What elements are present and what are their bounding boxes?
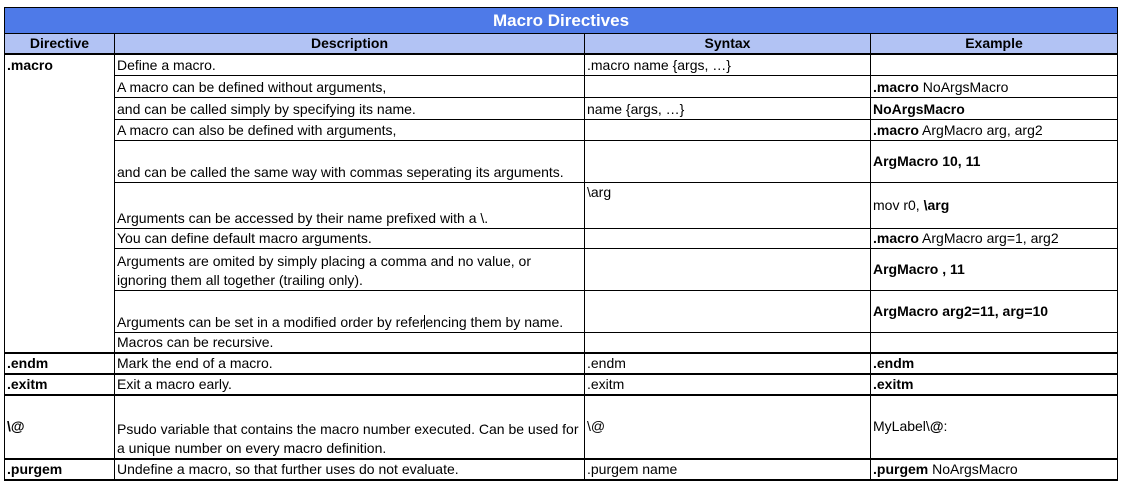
directive-cell bbox=[5, 332, 115, 353]
table-row bbox=[5, 228, 1118, 248]
syntax-cell: \@ bbox=[585, 395, 871, 459]
header-syntax: Syntax bbox=[585, 34, 871, 55]
directive-cell bbox=[5, 119, 115, 140]
description-cell: A macro can also be defined with arguments, bbox=[115, 119, 585, 140]
syntax-cell: .purgem name bbox=[585, 459, 871, 480]
syntax-cell: .macro name {args, …} bbox=[585, 54, 871, 75]
syntax-cell bbox=[585, 75, 871, 97]
example-cell bbox=[871, 228, 1118, 248]
macro-directives-table bbox=[4, 7, 1118, 481]
directive-cell bbox=[5, 228, 115, 248]
description-cell: Psudo variable that contains the macro number executed. Can be used for a unique number on every macro definition. bbox=[115, 395, 585, 459]
syntax-cell: \arg bbox=[585, 182, 871, 228]
description-part-b: encing them by name. bbox=[425, 313, 564, 330]
macro-directives-table-wrapper bbox=[4, 7, 1117, 481]
example-cell bbox=[871, 459, 1118, 480]
example-cell bbox=[871, 332, 1118, 353]
table-row bbox=[5, 119, 1118, 140]
example-keyword: .exitm bbox=[873, 375, 914, 392]
example-text: NoArgsMacro bbox=[918, 78, 1009, 95]
description-cell: Define a macro. bbox=[115, 54, 585, 75]
description-part-a: Arguments can be set in a modified order by refer bbox=[117, 313, 425, 330]
table-row bbox=[5, 374, 1118, 395]
table-row bbox=[5, 353, 1118, 374]
syntax-cell bbox=[585, 140, 871, 182]
description-cell: Mark the end of a macro. bbox=[115, 353, 585, 374]
directive-cell: .endm bbox=[5, 353, 115, 374]
syntax-cell bbox=[585, 248, 871, 290]
directive-cell: .macro bbox=[5, 54, 115, 75]
table-row bbox=[5, 54, 1118, 75]
directive-cell bbox=[5, 290, 115, 332]
description-cell: and can be called simply by specifying its name. bbox=[115, 97, 585, 119]
description-cell bbox=[115, 290, 585, 332]
table-row bbox=[5, 395, 1118, 459]
directive-cell: \@ bbox=[5, 395, 115, 459]
table-row bbox=[5, 182, 1118, 228]
example-keyword: ArgMacro , 11 bbox=[873, 260, 965, 277]
example-cell bbox=[871, 248, 1118, 290]
example-cell bbox=[871, 353, 1118, 374]
description-cell: Undefine a macro, so that further uses do not evaluate. bbox=[115, 459, 585, 480]
example-cell bbox=[871, 97, 1118, 119]
table-row bbox=[5, 459, 1118, 480]
example-text: ArgMacro arg, arg2 bbox=[918, 121, 1043, 138]
example-text: : bbox=[943, 418, 948, 434]
example-cell bbox=[871, 374, 1118, 395]
example-cell bbox=[871, 395, 1118, 459]
example-text: ArgMacro arg=1, arg2 bbox=[918, 229, 1059, 246]
table-row bbox=[5, 332, 1118, 353]
header-example: Example bbox=[871, 34, 1118, 55]
example-cell bbox=[871, 182, 1118, 228]
example-cell bbox=[871, 75, 1118, 97]
table-row bbox=[5, 75, 1118, 97]
directive-cell bbox=[5, 97, 115, 119]
directive-cell bbox=[5, 248, 115, 290]
example-cell bbox=[871, 119, 1118, 140]
description-cell: and can be called the same way with commas seperating its arguments. bbox=[115, 140, 585, 182]
syntax-cell: .endm bbox=[585, 353, 871, 374]
example-keyword: @ bbox=[929, 418, 944, 434]
example-keyword: .endm bbox=[873, 354, 915, 371]
example-keyword: ArgMacro arg2=11, arg=10 bbox=[873, 302, 1049, 319]
directive-cell: .exitm bbox=[5, 374, 115, 395]
example-cell bbox=[871, 290, 1118, 332]
syntax-cell: .exitm bbox=[585, 374, 871, 395]
description-cell: Exit a macro early. bbox=[115, 374, 585, 395]
example-prefix: MyLabel\ bbox=[873, 418, 930, 434]
description-cell: Macros can be recursive. bbox=[115, 332, 585, 353]
header-directive: Directive bbox=[5, 34, 115, 55]
syntax-cell: name {args, …} bbox=[585, 97, 871, 119]
directive-cell bbox=[5, 182, 115, 228]
example-keyword: \arg bbox=[923, 196, 950, 213]
directive-cell bbox=[5, 140, 115, 182]
directive-cell bbox=[5, 75, 115, 97]
description-cell: A macro can be defined without arguments, bbox=[115, 75, 585, 97]
example-keyword: .purgem bbox=[873, 460, 929, 477]
header-description: Description bbox=[115, 34, 585, 55]
syntax-cell bbox=[585, 228, 871, 248]
table-title: Macro Directives bbox=[5, 8, 1118, 34]
description-cell: Arguments are omited by simply placing a comma and no value, or ignoring them all together (trailing only). bbox=[115, 248, 585, 290]
table-row bbox=[5, 248, 1118, 290]
description-cell: You can define default macro arguments. bbox=[115, 228, 585, 248]
example-keyword: .macro bbox=[873, 78, 919, 95]
table-row bbox=[5, 140, 1118, 182]
example-text: NoArgsMacro bbox=[928, 460, 1018, 477]
example-prefix: mov r0, bbox=[873, 196, 924, 213]
example-cell bbox=[871, 140, 1118, 182]
example-keyword: NoArgsMacro bbox=[873, 100, 965, 117]
example-keyword: .macro bbox=[873, 229, 919, 246]
table-row bbox=[5, 97, 1118, 119]
table-row bbox=[5, 290, 1118, 332]
syntax-cell bbox=[585, 119, 871, 140]
syntax-cell bbox=[585, 332, 871, 353]
syntax-cell bbox=[585, 290, 871, 332]
description-cell: Arguments can be accessed by their name prefixed with a \. bbox=[115, 182, 585, 228]
directive-cell: .purgem bbox=[5, 459, 115, 480]
example-cell bbox=[871, 54, 1118, 75]
example-keyword: ArgMacro 10, 11 bbox=[873, 152, 981, 169]
example-keyword: .macro bbox=[873, 121, 919, 138]
